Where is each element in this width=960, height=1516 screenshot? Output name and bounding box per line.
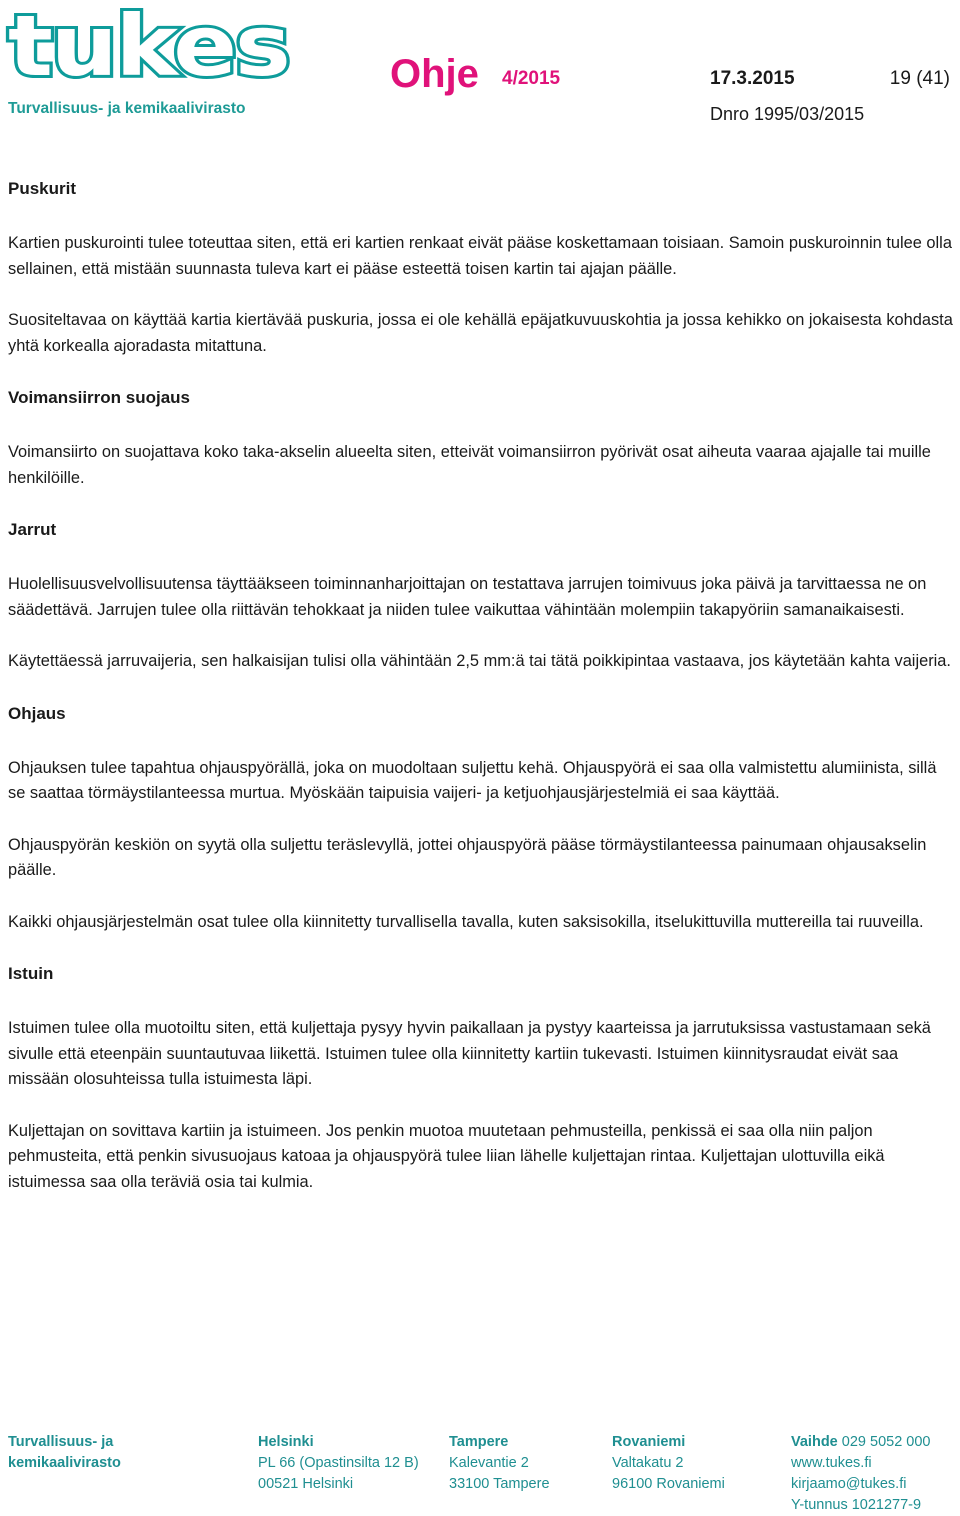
section-voimansiirron-suojaus xyxy=(8,385,954,491)
section-heading: Voimansiirron suojaus xyxy=(8,388,191,407)
footer-email-link[interactable]: kirjaamo@tukes.fi xyxy=(791,1476,907,1492)
paragraph: Voimansiirto on suojattava koko taka-akselin alueelta siten, etteivät voimansiirron pyörivät osat aiheuta vaaraa ajajalle tai muille henkilöille. xyxy=(8,443,931,487)
footer-agency-line: kemikaalivirasto xyxy=(8,1455,121,1471)
footer-business-id: Y-tunnus 1021277-9 xyxy=(791,1497,922,1513)
document-header xyxy=(390,50,950,130)
paragraph: Huolellisuusvelvollisuutensa täyttääkseen toiminnanharjoittajan on testattava jarrujen toimivuus joka päivä ja tarvittaessa ne on säädettävä. Jarrujen tulee olla riittävän tehokkaat ja niiden tulee vaikuttaa vähintään molempiin takapyöriin samanaikaisesti. xyxy=(8,575,927,619)
footer-city: Helsinki xyxy=(258,1434,314,1450)
footer-rovaniemi xyxy=(612,1432,725,1495)
dnro-reference: Dnro 1995/03/2015 xyxy=(710,104,865,124)
paragraph: Kuljettajan on sovittava kartiin ja istuimeen. Jos penkin muotoa muutetaan pehmusteilla, penkissä ei saa olla niin paljon pehmusteita, että penkin sivusuojaus katoaa ja ohjauspyörä tulee liian lähelle kuljettajan rintaa. Kuljettajan ulottuvilla eikä istuimessa saa olla teräviä osia tai kulmia. xyxy=(8,1121,885,1191)
footer-phone xyxy=(791,1432,930,1453)
section-ohjaus xyxy=(8,701,954,936)
page-footer xyxy=(8,1432,954,1512)
section-puskurit xyxy=(8,176,954,359)
section-heading: Istuin xyxy=(8,964,54,983)
footer-address: 00521 Helsinki xyxy=(258,1476,354,1492)
paragraph: Kaikki ohjausjärjestelmän osat tulee olla kiinnitetty turvallisella tavalla, kuten saksisokilla, itselukittuvilla muttereilla tai ruuveilla. xyxy=(8,912,924,931)
footer-website-link[interactable]: www.tukes.fi xyxy=(791,1455,872,1471)
footer-address: 33100 Tampere xyxy=(449,1476,550,1492)
section-heading: Jarrut xyxy=(8,520,57,539)
paragraph: Käytettäessä jarruvaijeria, sen halkaisijan tulisi olla vähintään 2,5 mm:ä tai tätä poikkipintaa vastaava, jos käytetään kahta vaijeria. xyxy=(8,652,951,670)
paragraph: Kartien puskurointi tulee toteuttaa siten, että eri kartien renkaat eivät pääse koskettamaan toisiaan. Samoin puskuroinnin tulee olla sellainen, että mistään suunnasta tuleva kart ei pääse esteettä toisen kartin tai ajajan päälle. xyxy=(8,234,952,278)
paragraph: Ohjauksen tulee tapahtua ohjauspyörällä, joka on muodoltaan suljettu kehä. Ohjauspyörä ei saa olla valmistettu alumiinista, sillä se saattaa törmäystilanteessa murtua. Myöskään taipuisia vaijeri- ja ketjuohjausjärjestelmiä ei saa käyttää. xyxy=(8,758,937,802)
footer-phone-number: 029 5052 000 xyxy=(841,1434,931,1450)
document-body xyxy=(8,176,954,1221)
page-number: 19 (41) xyxy=(889,68,950,89)
paragraph: Suositeltavaa on käyttää kartia kiertävää puskuria, jossa ei ole kehällä epäjatkuvuuskohtia ja jossa kehikko on jokaisesta kohdasta yhtä korkealla ajoradasta mitattuna. xyxy=(8,311,953,355)
footer-city: Rovaniemi xyxy=(612,1434,686,1450)
footer-phone-label: Vaihde xyxy=(791,1434,838,1450)
paragraph: Ohjauspyörän keskiön on syytä olla suljettu teräslevyllä, jottei ohjauspyörä pääse törmäystilanteessa painumaan ohjausakselin päälle. xyxy=(8,835,927,879)
section-jarrut xyxy=(8,517,954,675)
footer-contact xyxy=(791,1432,930,1516)
footer-address: 96100 Rovaniemi xyxy=(612,1476,725,1492)
footer-city: Tampere xyxy=(449,1434,509,1450)
document-date: 17.3.2015 xyxy=(710,68,795,89)
document-number: 4/2015 xyxy=(502,68,561,89)
footer-agency xyxy=(8,1432,121,1474)
footer-address: PL 66 (Opastinsilta 12 B) xyxy=(258,1455,419,1471)
section-heading: Ohjaus xyxy=(8,703,66,723)
logo-subtitle: Turvallisuus- ja kemikaalivirasto xyxy=(8,100,246,117)
paragraph: Istuimen tulee olla muotoiltu siten, että kuljettaja pysyy hyvin paikallaan ja pystyy kaarteissa ja jarrutuksissa vastustamaan sekä sivulle että eteenpäin suuntautuvaa liikettä. Istuimen tulee olla kiinnitetty kartiin tukevasti. Istuimen kiinnitysraudat eivät saa missään olosuhteissa tulla istuimesta läpi. xyxy=(8,1019,931,1088)
footer-helsinki xyxy=(258,1432,419,1495)
footer-tampere xyxy=(449,1432,550,1495)
document-type: Ohje xyxy=(390,52,479,96)
footer-address: Kalevantie 2 xyxy=(449,1455,529,1471)
tukes-logo xyxy=(8,0,289,117)
footer-agency-line: Turvallisuus- ja xyxy=(8,1434,114,1450)
section-heading: Puskurit xyxy=(8,179,77,198)
section-istuin xyxy=(8,961,954,1195)
footer-address: Valtakatu 2 xyxy=(612,1455,684,1471)
logo-wordmark: tukes xyxy=(8,0,289,95)
